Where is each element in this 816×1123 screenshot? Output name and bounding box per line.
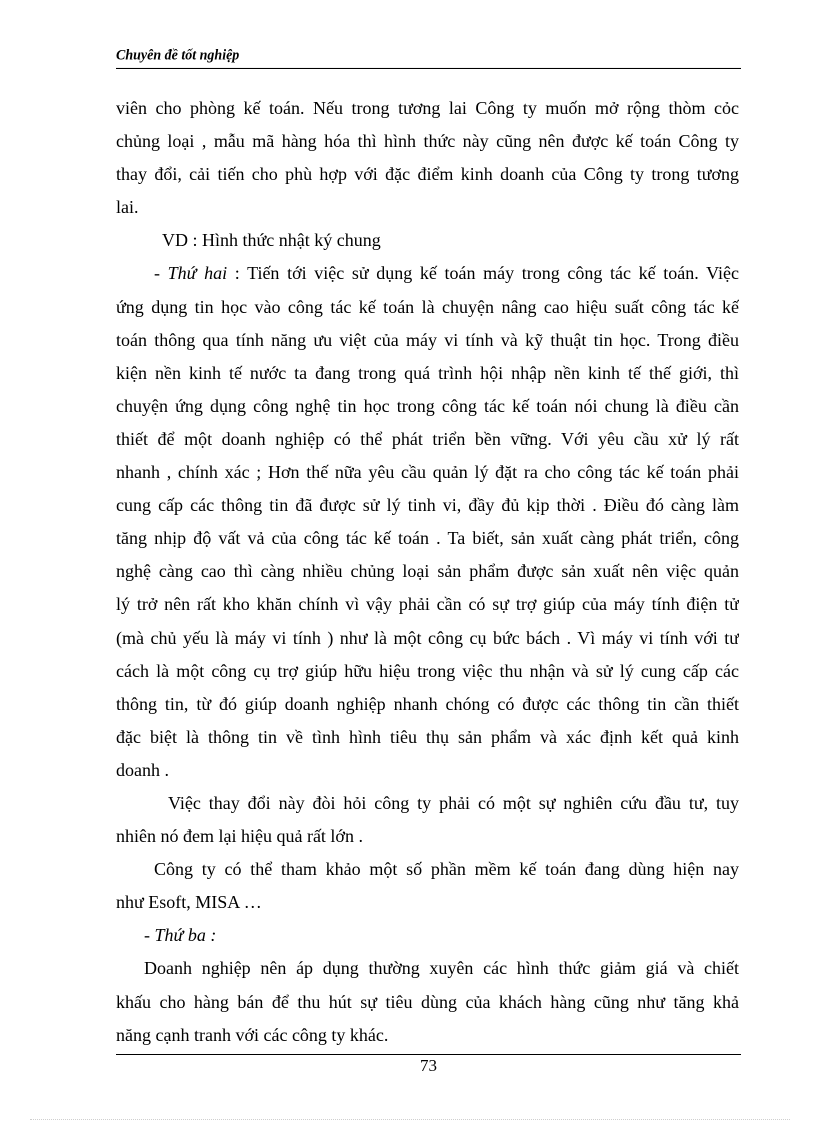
text-line: lai. bbox=[116, 197, 139, 218]
text-line: Công ty có thể tham khảo một số phần mềm kế toán đang dùng hiện nay bbox=[154, 859, 739, 880]
text-line: lý trở nên rất kho khăn chính vì vậy phải cần có sự trợ giúp của máy tính điện tử bbox=[116, 594, 739, 615]
text-line: nhanh , chính xác ; Hơn thế nữa yêu cầu quản lý đặt ra cho công tác kế toán phải bbox=[116, 462, 739, 483]
text-line: cung cấp các thông tin đã được sử lý tinh vi, đầy đủ kịp thời . Điều đó càng làm bbox=[116, 495, 739, 516]
text-line: thay đổi, cải tiến cho phù hợp với đặc điểm kinh doanh của Công ty trong tương bbox=[116, 164, 739, 185]
document-body bbox=[116, 92, 739, 1052]
text-line: cách là một công cụ trợ giúp hữu hiệu trong việc thu nhận và sử lý cung cấp các bbox=[116, 660, 739, 681]
text-line: chủng loại , mẫu mã hàng hóa thì hình thức này cũng nên được kế toán Công ty bbox=[116, 131, 739, 152]
text-line-example: VD : Hình thức nhật ký chung bbox=[162, 230, 381, 251]
text-line: tăng nhịp độ vất vả của công tác kế toán . Ta biết, sản xuất càng phát triển, công bbox=[116, 528, 739, 549]
bullet-dash: - bbox=[144, 925, 155, 946]
page-edge-divider bbox=[30, 1119, 790, 1120]
bullet-dash: - bbox=[154, 263, 168, 284]
text-line: toán thông qua tính năng ưu việt của máy vi tính và kỹ thuật tin học. Trong điều bbox=[116, 329, 739, 350]
text-line: nhiên nó đem lại hiệu quả rất lớn . bbox=[116, 826, 363, 847]
text-line: như Esoft, MISA … bbox=[116, 892, 262, 913]
footer-divider bbox=[116, 1054, 741, 1055]
text-line: Việc thay đổi này đòi hỏi công ty phải có một sự nghiên cứu đầu tư, tuy bbox=[168, 792, 739, 813]
running-header: Chuyên đề tốt nghiệp bbox=[116, 48, 741, 69]
item-label-thu-ba: Thứ ba : bbox=[154, 925, 217, 946]
text-line: viên cho phòng kế toán. Nếu trong tương lai Công ty muốn mở rộng thòm cỏc bbox=[116, 98, 739, 118]
paragraph-lead-thu-ba bbox=[116, 919, 739, 952]
text-line: đặc biệt là thông tin về tình hình tiêu thụ sản phẩm và xác định kết quả kinh bbox=[116, 726, 739, 747]
text-line: năng cạnh tranh với các công ty khác. bbox=[116, 1024, 389, 1045]
paragraph-lead-thu-hai bbox=[116, 257, 739, 290]
text-line: Doanh nghiệp nên áp dụng thường xuyên các hình thức giảm giá và chiết bbox=[144, 958, 739, 979]
text-line: nghệ càng cao thì càng nhiều chủng loại sản phẩm được sản xuất nên việc quản bbox=[116, 561, 739, 582]
page-number: 73 bbox=[420, 1056, 437, 1075]
text-line: chuyện ứng dụng công nghệ tin học trong công tác kế toán nói chung là điều cần bbox=[116, 395, 739, 416]
text-line: khấu cho hàng bán để thu hút sự tiêu dùng của khách hàng cũng như tăng khả bbox=[116, 991, 739, 1012]
item-label-thu-hai: Thứ hai bbox=[167, 263, 228, 284]
text-line: doanh . bbox=[116, 759, 169, 780]
text-line: kiện nền kinh tế nước ta đang trong quá trình hội nhập nền kinh tế thế giới, thì bbox=[116, 362, 739, 383]
lead-text: : Tiến tới việc sử dụng kế toán máy trong công tác kế toán. Việc bbox=[227, 263, 739, 284]
text-line: thiết để một doanh nghiệp có thể phát triển bền vững. Với yêu cầu xử lý rất bbox=[116, 428, 739, 449]
text-line: thông tin, từ đó giúp doanh nghiệp nhanh chóng có được các thông tin cần thiết bbox=[116, 693, 739, 714]
text-line: ứng dụng tin học vào công tác kế toán là chuyện nâng cao hiệu suất công tác kế bbox=[116, 296, 739, 317]
text-line: (mà chủ yếu là máy vi tính ) như là một công cụ bức bách . Vì máy vi tính với tư bbox=[116, 627, 739, 648]
